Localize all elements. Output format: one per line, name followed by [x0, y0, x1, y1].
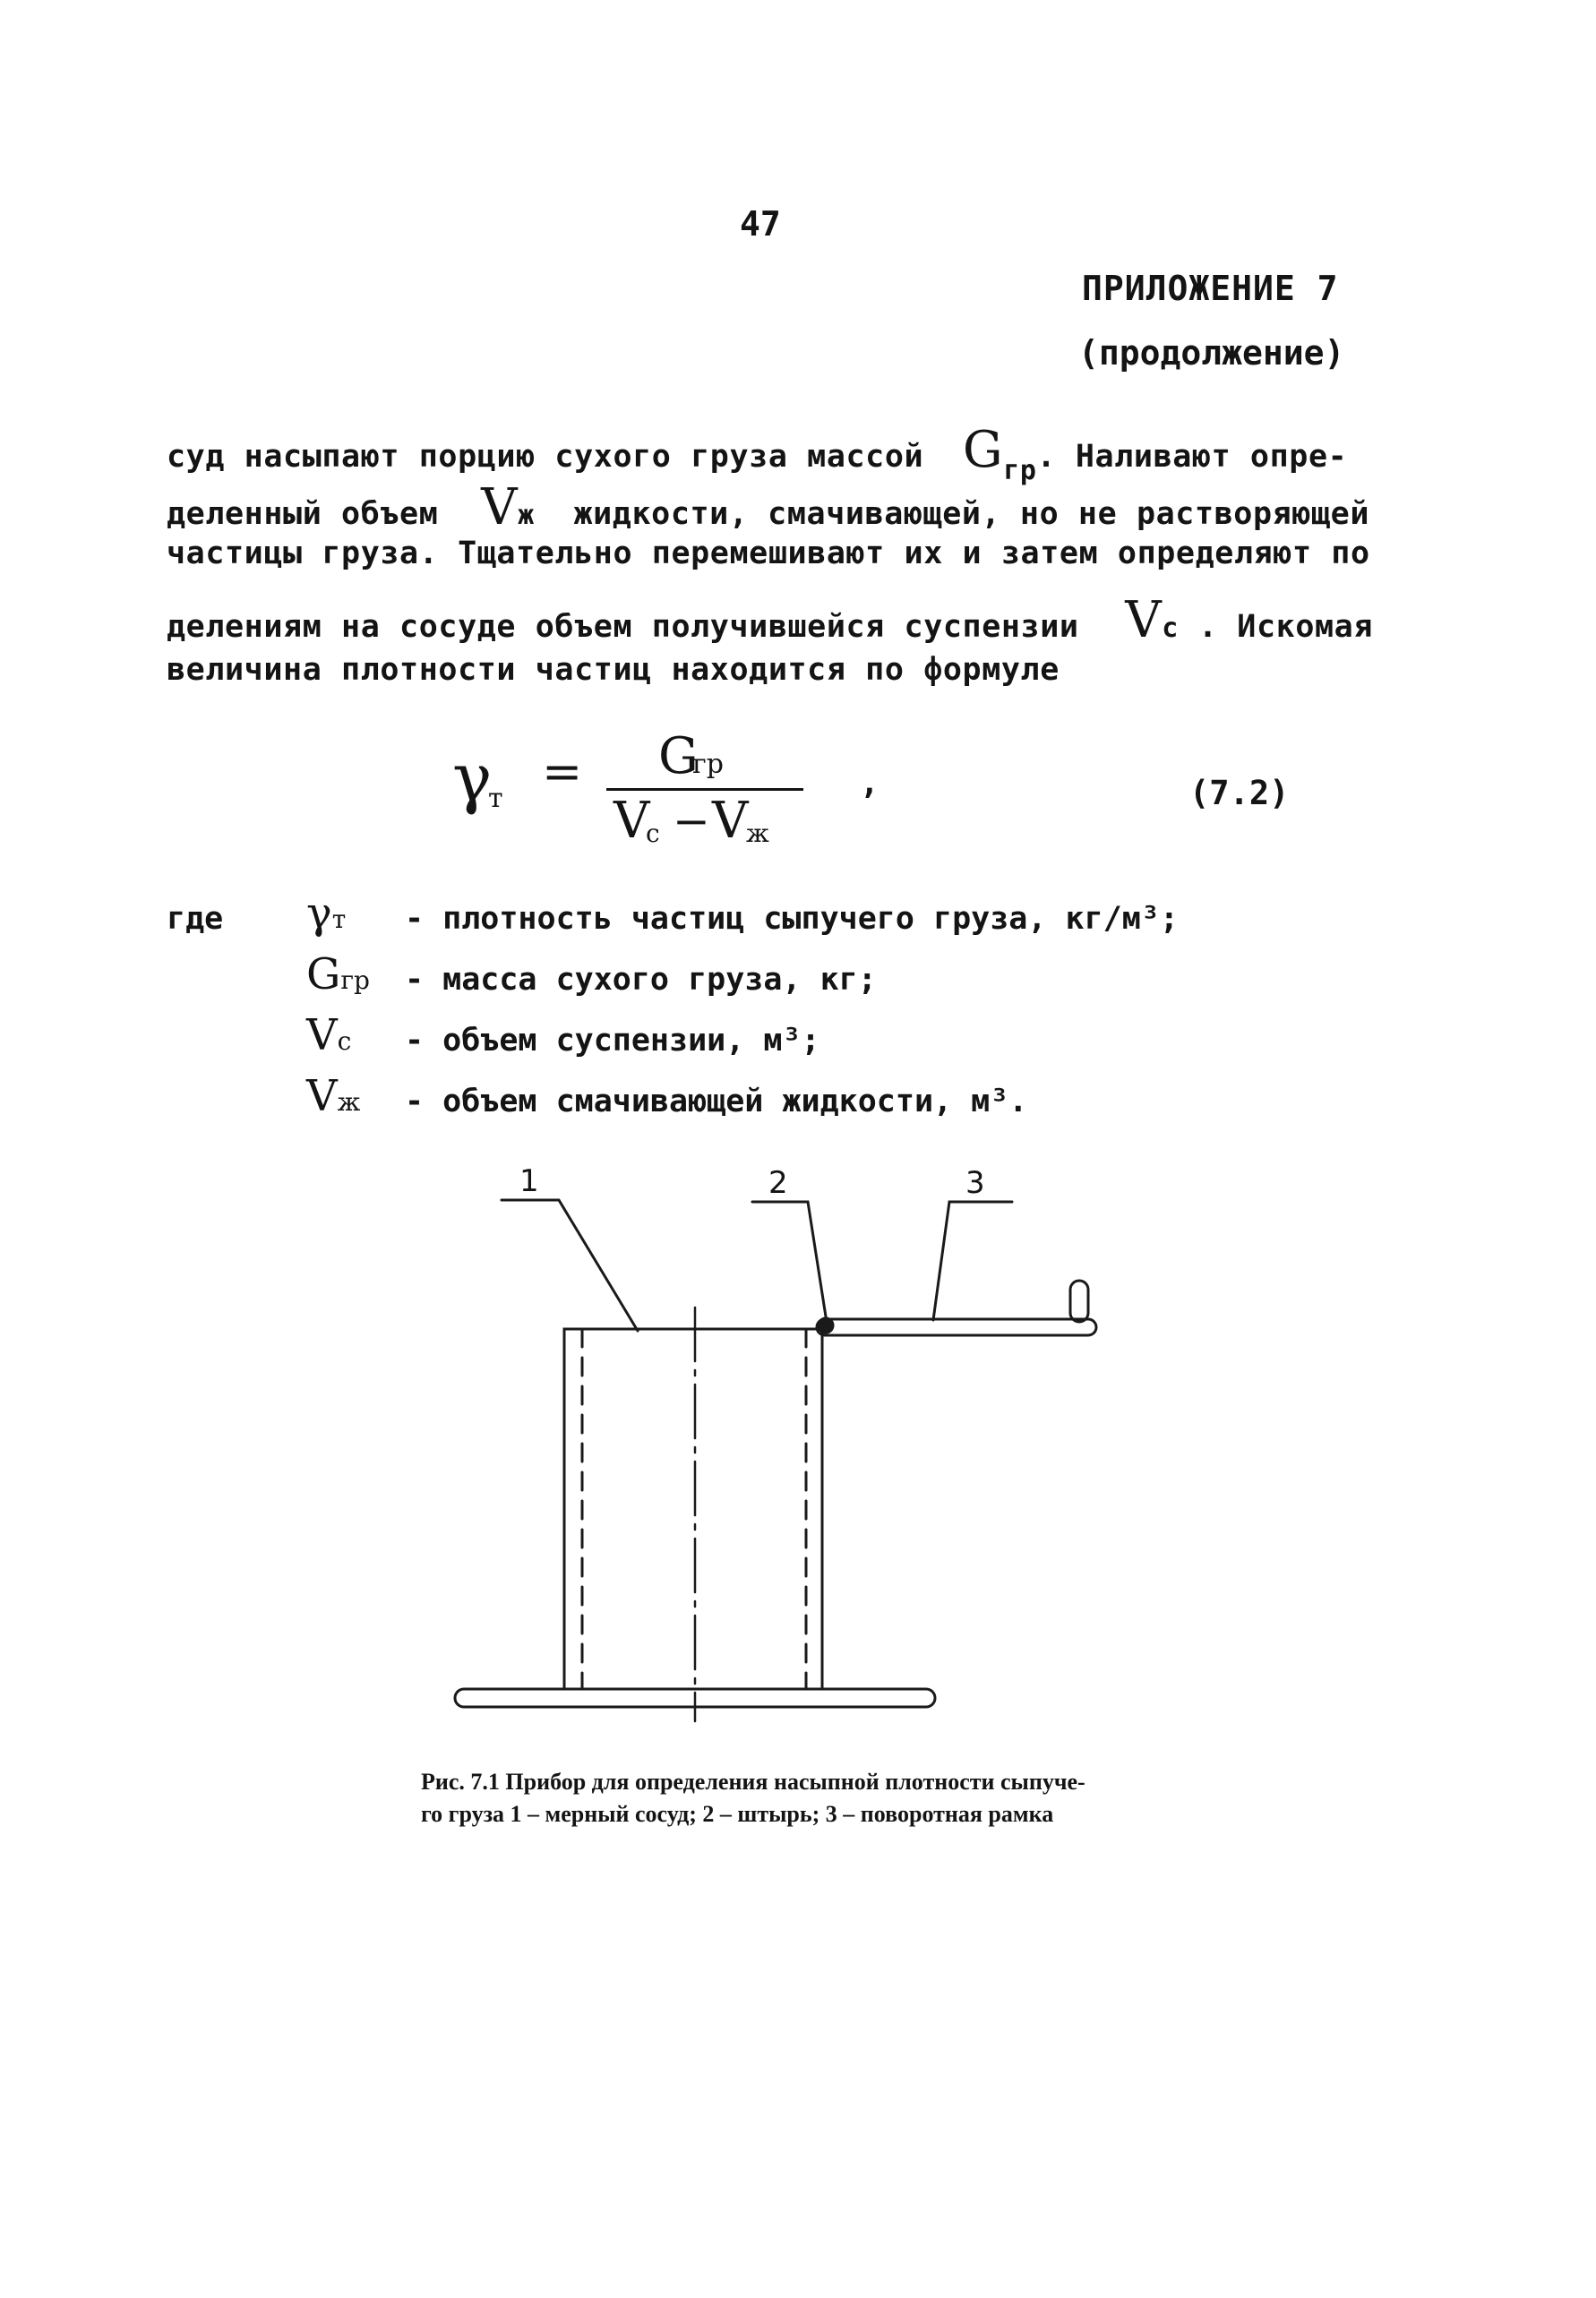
definition-symbol: γт [306, 888, 347, 939]
pin [819, 1318, 833, 1333]
paragraph-line-5: величина плотности частиц находится по формуле [167, 652, 1060, 688]
liquid-volume-symbol: V [481, 478, 519, 536]
definition-symbol: Vж [306, 1071, 361, 1121]
formula-numerator-symbol: G [658, 727, 699, 785]
definition-symbol: Vc [306, 1010, 352, 1060]
formula-denominator-v1: V [614, 792, 650, 850]
definition-text: - объем смачивающей жидкости, м³. [405, 1084, 1028, 1119]
definition-symbol: Gгр [306, 949, 370, 999]
figure-caption [421, 1766, 1085, 1831]
formula-lhs-subscript: т [488, 783, 503, 814]
caption-line-2: го груза 1 – мерный сосуд; 2 – штырь; 3 – поворотная рамка [421, 1801, 1054, 1827]
formula-denominator-v2-subscript: ж [746, 819, 769, 848]
paragraph-line-2 [167, 478, 1369, 536]
line4-text-b: . Искомая [1197, 609, 1374, 645]
rotating-frame [817, 1319, 1096, 1335]
liquid-volume-subscript: ж [518, 500, 535, 531]
measuring-vessel-outline [564, 1329, 822, 1689]
leader-line-3 [933, 1202, 1012, 1320]
formula-denominator-v1-subscript: c [646, 819, 660, 848]
definition-text: - плотность частиц сыпучего груза, кг/м³; [405, 901, 1179, 937]
line1-text-a: суд насыпают порцию сухого груза массой [167, 439, 924, 475]
formula-numerator-subscript: гр [692, 749, 724, 780]
formula-lhs-symbol: γ [452, 740, 493, 817]
formula-equals: = [542, 743, 583, 800]
formula-comma: , [860, 765, 880, 802]
formula-number: (7.2) [1189, 774, 1290, 812]
where-label: где [167, 901, 224, 937]
label-3: 3 [965, 1165, 985, 1201]
definition-text: - объем суспензии, м³; [405, 1023, 820, 1059]
formula-denominator-v2: V [712, 792, 749, 850]
line2-text-a: деленный объем [167, 496, 439, 532]
suspension-volume-symbol: V [1125, 591, 1163, 649]
line2-text-b: жидкости, смачивающей, но не растворяющей [573, 496, 1370, 532]
suspension-volume-subscript: c [1162, 613, 1179, 644]
definition-text: - масса сухого груза, кг; [405, 962, 877, 998]
line1-text-b: . Наливают опре- [1036, 439, 1348, 475]
leader-line-1 [502, 1200, 638, 1331]
fraction-bar [606, 788, 803, 791]
label-2: 2 [768, 1165, 788, 1201]
leader-line-2 [752, 1202, 826, 1316]
device-drawing [430, 1155, 1146, 1737]
appendix-continuation: (продолжение) [1078, 333, 1345, 373]
page-number: 47 [740, 204, 781, 244]
paragraph-line-1 [167, 421, 1348, 486]
paragraph-line-3: частицы груза. Тщательно перемешивают их и затем определяют по [167, 536, 1370, 571]
frame-handle [1070, 1281, 1088, 1322]
label-1: 1 [519, 1163, 539, 1199]
formula-minus: − [673, 795, 710, 847]
mass-symbol: G [962, 421, 1004, 479]
appendix-title: ПРИЛОЖЕНИЕ 7 [1082, 269, 1339, 308]
caption-line-1: Рис. 7.1 Прибор для определения насыпной плотности сыпуче- [421, 1769, 1085, 1795]
paragraph-line-4 [167, 591, 1373, 649]
mass-subscript: гр [1003, 455, 1037, 486]
line4-text-a: делениям на сосуде объем получившейся суспензии [167, 609, 1079, 645]
